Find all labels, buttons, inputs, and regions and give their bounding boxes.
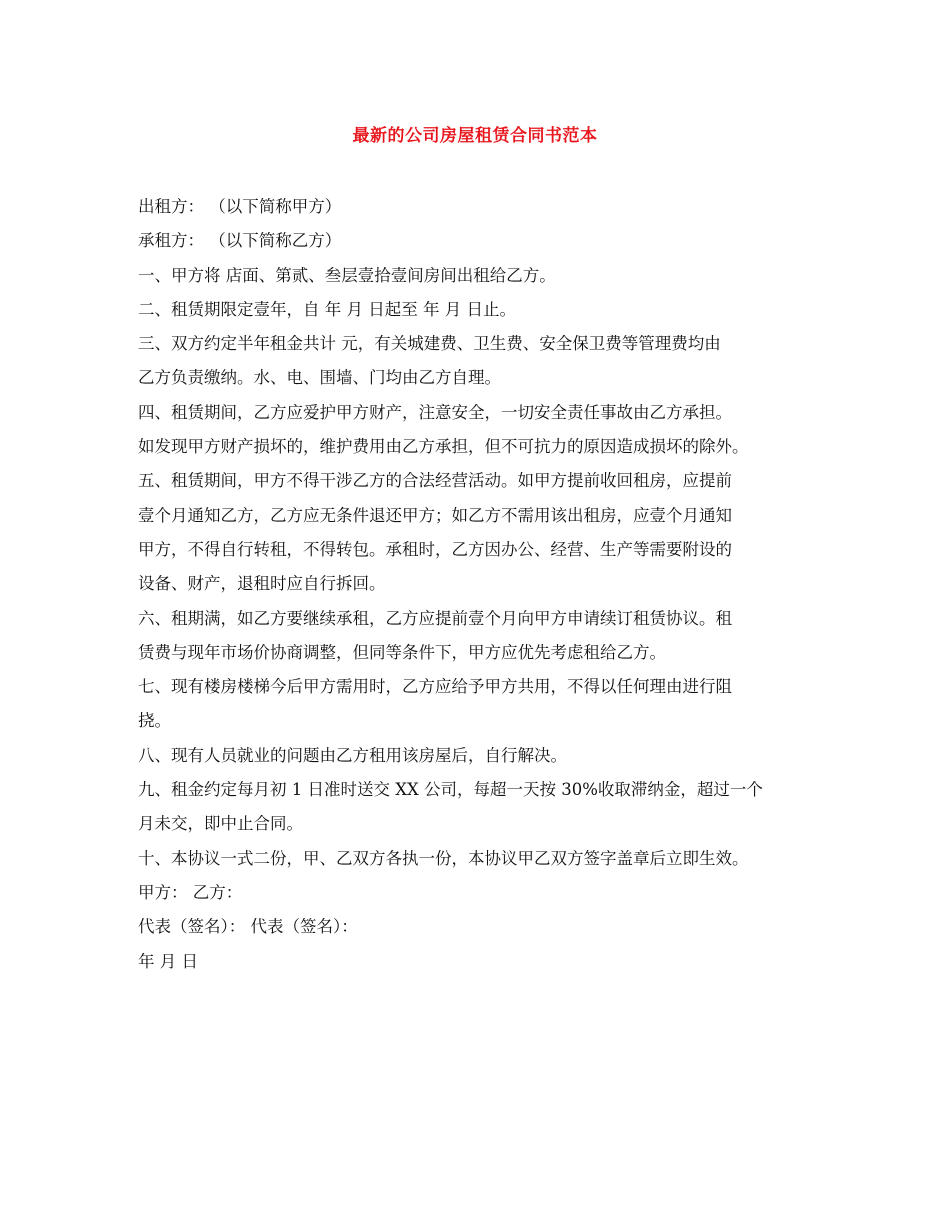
text-line: 六、租期满，如乙方要继续承租，乙方应提前壹个月向甲方申请续订租赁协议。租 [138,608,732,628]
text-line: 乙方负责缴纳。水、电、围墙、门均由乙方自理。 [138,368,501,388]
text-line: 四、租赁期间，乙方应爱护甲方财产，注意安全，一切安全责任事故由乙方承担。 [138,402,732,422]
text-line: 九、租金约定每月初 1 日准时送交 XX 公司，每超一天按 30%收取滞纳金，超过一个 [138,780,763,800]
text-line: 挠。 [138,711,171,731]
text-line: 十、本协议一式二份，甲、乙双方各执一份，本协议甲乙双方签字盖章后立即生效。 [138,848,749,868]
text-line: 壹个月通知乙方，乙方应无条件退还甲方；如乙方不需用该出租房，应壹个月通知 [138,505,732,525]
text-line: 月未交，即中止合同。 [138,814,303,834]
text-line: 设备、财产，退租时应自行拆回。 [138,574,386,594]
text-line: 一、甲方将 店面、第贰、叁层壹拾壹间房间出租给乙方。 [138,265,556,285]
signature-representative-line: 代表（签名）： 代表（签名）： [138,917,358,937]
text-line: 赁费与现年市场价协商调整，但同等条件下，甲方应优先考虑租给乙方。 [138,642,666,662]
document-title: 最新的公司房屋租赁合同书范本 [352,126,598,146]
text-line: 七、现有楼房楼梯今后甲方需用时，乙方应给予甲方共用，不得以任何理由进行阻 [138,677,732,697]
signature-party-line: 甲方： 乙方： [138,882,243,902]
text-line: 承租方： （以下简称乙方） [138,231,342,251]
document-body [138,190,818,979]
text-line: 二、租赁期限定壹年，自 年 月 日起至 年 月 日止。 [138,299,516,319]
text-line: 如发现甲方财产损坏的，维护费用由乙方承担，但不可抗力的原因造成损坏的除外。 [138,437,749,457]
text-line: 八、现有人员就业的问题由乙方租用该房屋后，自行解决。 [138,745,567,765]
signature-date-line: 年 月 日 [138,951,198,971]
text-line: 出租方： （以下简称甲方） [138,197,342,216]
text-line: 五、租赁期间，甲方不得干涉乙方的合法经营活动。如甲方提前收回租房，应提前 [138,471,732,491]
text-line: 甲方，不得自行转租，不得转包。承租时，乙方因办公、经营、生产等需要附设的 [138,539,732,559]
text-line: 三、双方约定半年租金共计 元，有关城建费、卫生费、安全保卫费等管理费均由 [138,334,721,354]
